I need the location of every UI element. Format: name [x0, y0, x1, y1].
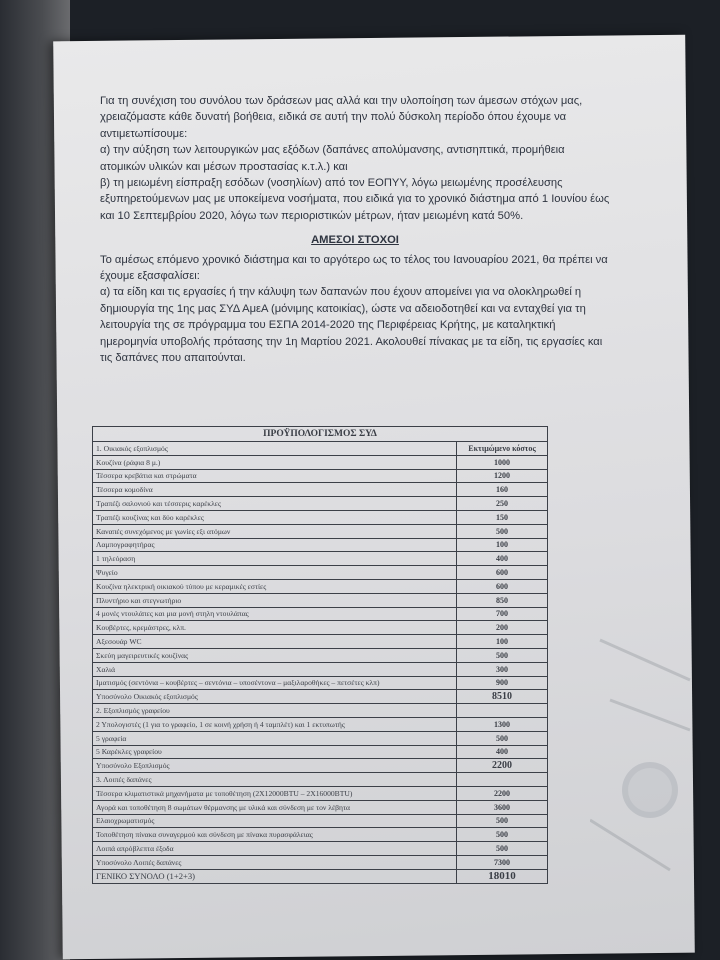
row-label: 5 Καρέκλες γραφείου — [93, 745, 457, 759]
document-body — [100, 93, 610, 367]
row-label: Τραπέζι κουζίνας και δύο καρέκλες — [93, 510, 457, 524]
row-amount: 500 — [457, 814, 548, 828]
row-amount: 500 — [457, 842, 548, 856]
table-row — [93, 800, 548, 814]
table-row — [93, 593, 548, 607]
table-row — [93, 662, 548, 676]
row-label: Ελαιοχρωματισμός — [93, 814, 457, 828]
table-row — [93, 814, 548, 828]
table-row — [93, 745, 548, 759]
row-amount: 160 — [457, 483, 548, 497]
row-amount: 500 — [457, 648, 548, 662]
row-amount — [457, 704, 548, 718]
table-row — [93, 759, 548, 773]
row-amount — [457, 773, 548, 787]
row-amount: 1200 — [457, 469, 548, 483]
row-label: Τέσσερα κρεβάτια και στρώματα — [93, 469, 457, 483]
table-row — [93, 676, 548, 690]
row-amount: 500 — [457, 731, 548, 745]
row-label: Τοποθέτηση πίνακα συναγερμού και σύνδεση με πίνακα πυρασφάλειας — [93, 828, 457, 842]
row-label: Ιματισμός (σεντόνια – κουβέρτες – σεντόνια – υποσέντονα – μαξιλαροθήκες – πετσέτες κλπ) — [93, 676, 457, 690]
table-row — [93, 524, 548, 538]
row-label: Λαμπογραφητήρας — [93, 538, 457, 552]
row-amount: 1000 — [457, 455, 548, 469]
row-label: Κουζίνα (ράφια 8 μ.) — [93, 455, 457, 469]
row-label: Υποσύνολο Οικιακός εξοπλισμός — [93, 690, 457, 704]
table-row — [93, 690, 548, 704]
row-label: Τέσσερα κλιματιστικά μηχανήματα με τοποθέτηση (2Χ12000BTU – 2Χ16000BTU) — [93, 786, 457, 800]
row-amount: 3600 — [457, 800, 548, 814]
table-row — [93, 442, 548, 456]
row-amount: 200 — [457, 621, 548, 635]
row-amount: 300 — [457, 662, 548, 676]
row-label: 2 Υπολογιστές (1 για το γραφείο, 1 σε κοινή χρήση ή 4 ταμπλέτ) και 1 εκτυπωτής — [93, 717, 457, 731]
row-amount: 2200 — [457, 786, 548, 800]
row-amount: 7300 — [457, 855, 548, 869]
point-b-paragraph: β) τη μειωμένη είσπραξη εσόδων (νοσηλίων) από τον ΕΟΠΥΥ, λόγω μειωμένης προσέλευσης εξυπηρετούμενων μας με υποκείμενα νοσήματα, που ειδικά για το χρονικό διάστημα από 1 Ιουνίου έως και 10 Σεπτεμβρίου 2020, λόγω των περιοριστικών μέτρων, ήταν μειωμένη κατά 50%. — [100, 177, 610, 222]
row-label: Καναπές συνεχόμενος με γωνίες εξι ατόμων — [93, 524, 457, 538]
row-label: 5 γραφεία — [93, 731, 457, 745]
row-label: Τραπέζι σαλονιού και τέσσερις καρέκλες — [93, 497, 457, 511]
point-a-paragraph: α) την αύξηση των λειτουργικών μας εξόδων (δαπάνες απολύμανσης, αντισηπτικά, προμήθεια ατομικών υλικών και μέσων προστασίας κ.τ.λ.) και — [100, 144, 565, 173]
table-row — [93, 648, 548, 662]
table-row — [93, 579, 548, 593]
row-label: 2. Εξοπλισμός γραφείου — [93, 704, 457, 718]
row-label: Σκεύη μαγειρευτικές κουζίνας — [93, 648, 457, 662]
table-row — [93, 469, 548, 483]
row-amount: 600 — [457, 579, 548, 593]
row-label: Ψυγείο — [93, 566, 457, 580]
section-heading: ΑΜΕΣΟΙ ΣΤΟΧΟΙ — [311, 234, 399, 247]
row-label: Τέσσερα κομοδίνα — [93, 483, 457, 497]
table-row — [93, 483, 548, 497]
row-amount: 150 — [457, 510, 548, 524]
row-amount: 2200 — [457, 759, 548, 773]
row-label: Υποσύνολο Εξοπλισμός — [93, 759, 457, 773]
table-title: ΠΡΟΫΠΟΛΟΓΙΣΜΟΣ ΣΥΔ — [93, 427, 548, 442]
table-row — [93, 635, 548, 649]
row-amount: 18010 — [457, 869, 548, 883]
row-amount: 250 — [457, 497, 548, 511]
table-row — [93, 510, 548, 524]
row-amount: 100 — [457, 635, 548, 649]
row-amount: 700 — [457, 607, 548, 621]
row-label: Αγορά και τοποθέτηση 8 σωμάτων θέρμανσης με υλικά και σύνδεση με τον λέβητα — [93, 800, 457, 814]
table-row — [93, 566, 548, 580]
row-amount: 400 — [457, 745, 548, 759]
table-row — [93, 842, 548, 856]
row-label: 1. Οικιακός εξοπλισμός — [93, 442, 457, 456]
row-label: Χαλιά — [93, 662, 457, 676]
table-row — [93, 773, 548, 787]
row-label: Λοιπά απρόβλεπτα έξοδα — [93, 842, 457, 856]
budget-table — [92, 426, 548, 884]
table-row — [93, 455, 548, 469]
row-label: Κουβέρτες, κρεμάστρες, κλπ. — [93, 621, 457, 635]
row-amount: 100 — [457, 538, 548, 552]
row-label: Υποσύνολο Λοιπές δαπάνες — [93, 855, 457, 869]
row-amount: 850 — [457, 593, 548, 607]
row-label: Κουζίνα ηλεκτρική οικιακού τύπου με κεραμικές εστίες — [93, 579, 457, 593]
christmas-ornament-decoration — [590, 620, 700, 900]
row-label: ΓΕΝΙΚΟ ΣΥΝΟΛΟ (1+2+3) — [93, 869, 457, 883]
table-row — [93, 828, 548, 842]
intro-paragraph: Για τη συνέχιση του συνόλου των δράσεων μας αλλά και την υλοποίηση των άμεσων στόχων μας, χρειαζόμαστε κάθε δυνατή βοήθεια, ειδικά σε αυτή την πολύ δύσκολη περίοδο όπου έχουμε να αντιμετωπίσουμε: — [100, 95, 583, 140]
row-label: Αξεσουάρ WC — [93, 635, 457, 649]
row-label: Πλυντήριο και στεγνωτήριο — [93, 593, 457, 607]
goals-intro-paragraph: Το αμέσως επόμενο χρονικό διάστημα και το αργότερο ως το τέλος του Ιανουαρίου 2021, θα πρέπει να έχουμε εξασφαλίσει: — [100, 253, 608, 283]
row-label: 3. Λοιπές δαπάνες — [93, 773, 457, 787]
table-row — [93, 538, 548, 552]
table-row — [93, 855, 548, 869]
goal-a-paragraph: α) τα είδη και τις εργασίες ή την κάλυψη των δαπανών που έχουν απομείνει για να ολοκληρωθεί η δημιουργία της 1ης μας ΣΥΔ ΑμεΑ (μόνιμης κατοικίας), ώστε να αδειοδοτηθεί και να ενταχθεί για τη λειτουργία της σε πρόγραμμα του ΕΣΠΑ 2014-2020 της Περιφέρειας Κρήτης, με καταληκτική ημερομηνία υποβολής πρότασης την 1η Μαρτίου 2021. Ακολουθεί πίνακας με τα είδη, τις εργασίες και τις δαπάνες που απαιτούνται. — [100, 286, 603, 365]
row-amount: 500 — [457, 828, 548, 842]
row-amount: 8510 — [457, 690, 548, 704]
table-row — [93, 704, 548, 718]
row-amount: 1300 — [457, 717, 548, 731]
table-row — [93, 607, 548, 621]
table-row — [93, 786, 548, 800]
table-row — [93, 731, 548, 745]
table-row — [93, 717, 548, 731]
table-row — [93, 621, 548, 635]
table-title-row — [93, 427, 548, 442]
table-row — [93, 869, 548, 883]
row-amount: 400 — [457, 552, 548, 566]
table-row — [93, 497, 548, 511]
row-amount: Εκτιμώμενο κόστος — [457, 442, 548, 456]
row-label: 1 τηλεόραση — [93, 552, 457, 566]
row-label: 4 μονές ντουλάπες και μια μονή στηλη ντουλάπας — [93, 607, 457, 621]
row-amount: 600 — [457, 566, 548, 580]
row-amount: 900 — [457, 676, 548, 690]
table-row — [93, 552, 548, 566]
row-amount: 500 — [457, 524, 548, 538]
